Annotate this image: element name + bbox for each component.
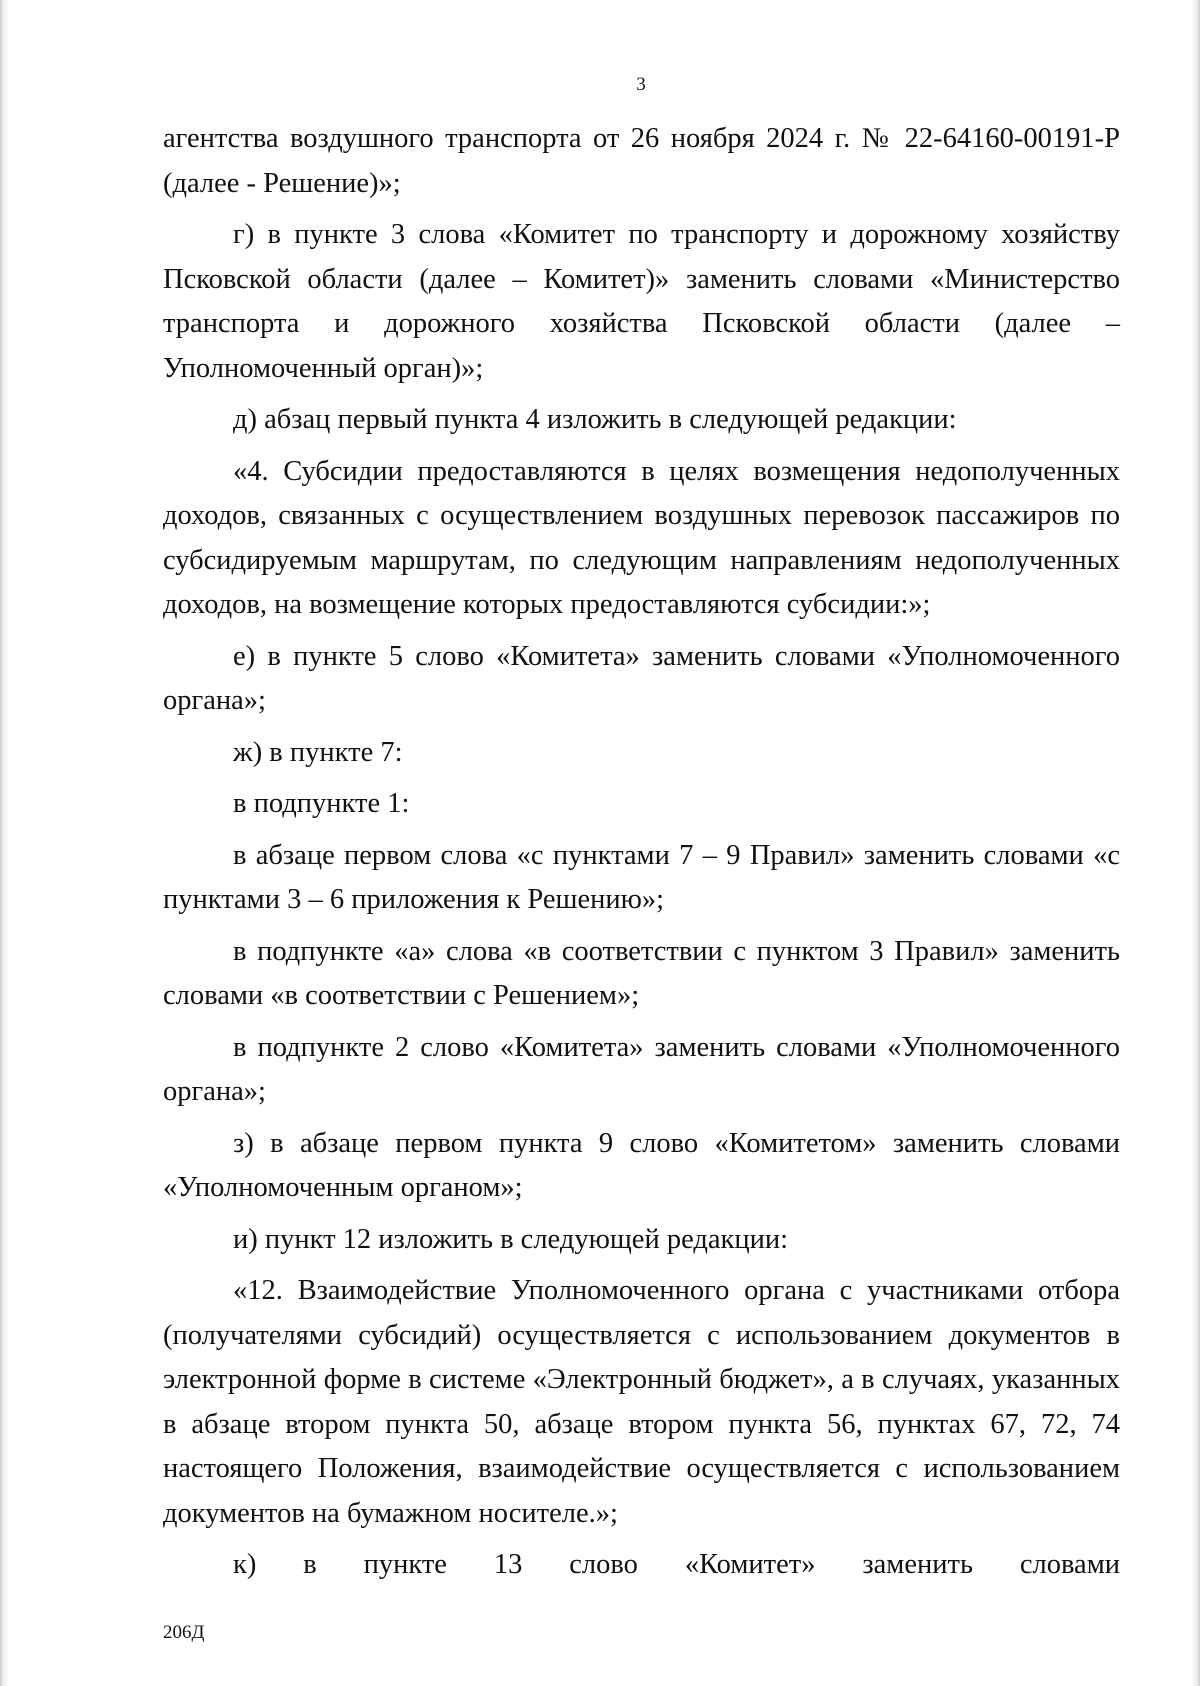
paragraph-first-abzac: в абзаце первом слова «с пунктами 7 – 9 Правил» заменить словами «с пунктами 3 – 6 приложения к Решению»; bbox=[163, 839, 1120, 915]
paragraph-item-d: д) абзац первый пункта 4 изложить в следующей редакции: bbox=[233, 404, 957, 435]
paragraph-item-i: и) пункт 12 изложить в следующей редакции: bbox=[233, 1223, 789, 1255]
paragraph-subitem-2: в подпункте 2 слово «Комитета» заменить словами «Уполномоченного органа»; bbox=[163, 1031, 1120, 1107]
paragraph-subitem-a: в подпункте «а» слова «в соответствии с пунктом 3 Правил» заменить словами «в соответствии с Решением»; bbox=[163, 935, 1120, 1011]
document-body bbox=[163, 117, 1120, 1595]
scan-edge-right bbox=[1190, 0, 1200, 1686]
scan-edge-left bbox=[0, 0, 10, 1686]
paragraph-item-k: к) в пункте 13 слово «Комитет» заменить словами bbox=[233, 1549, 1120, 1580]
page-number: 3 bbox=[636, 74, 646, 95]
paragraph-quote-12: «12. Взаимодействие Уполномоченного органа с участниками отбора (получателями субсидий) осуществляется с использованием документов в электронной форме в системе «Электронный бюджет», а в случаях, указанных в абзаце втором пункта 50, абзаце втором пункта 56, пунктах 67, 72, 74 настоящего Положения, взаимодействие осуществляется с использованием документов на бумажном носителе.»; bbox=[163, 1275, 1120, 1529]
paragraph-quote-4: «4. Субсидии предоставляются в целях возмещения недополученных доходов, связанных с осуществлением воздушных перевозок пассажиров по субсидируемым маршрутам, по следующим направлениям недополученных доходов, на возмещение которых предоставляются субсидии:»; bbox=[163, 455, 1120, 620]
paragraph-continuation: агентства воздушного транспорта от 26 ноября 2024 г. № 22-64160-00191-Р (далее - Решение)»; bbox=[163, 123, 1120, 199]
paragraph-item-e: е) в пункте 5 слово «Комитета» заменить словами «Уполномоченного органа»; bbox=[163, 640, 1120, 716]
footer-document-code: 206Д bbox=[163, 1622, 205, 1643]
paragraph-subitem-1: в подпункте 1: bbox=[233, 788, 410, 819]
paragraph-item-g: г) в пункте 3 слова «Комитет по транспорту и дорожному хозяйству Псковской области (далее – Комитет)» заменить словами «Министерство транспорта и дорожного хозяйства Псковской области (далее – Уполномоченный орган)»; bbox=[163, 219, 1120, 384]
paragraph-item-z: з) в абзаце первом пункта 9 слово «Комитетом» заменить словами «Уполномоченным органом»; bbox=[163, 1127, 1120, 1203]
paragraph-item-zh: ж) в пункте 7: bbox=[233, 736, 403, 768]
